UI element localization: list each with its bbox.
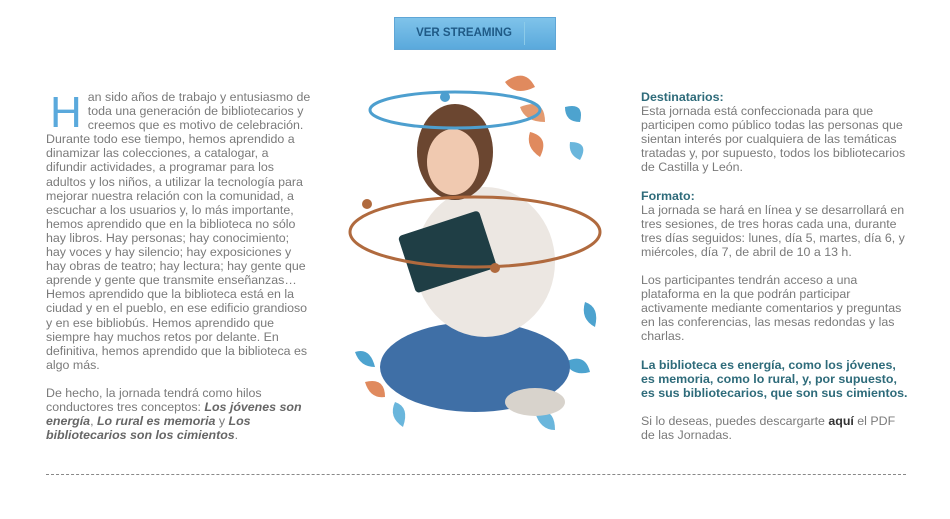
destinatarios-text: Esta jornada está confeccionada para que participen como público todas las personas que sientan interés por cualquiera de las temáticas tratadas y, por supuesto, todos los bibliotecarios de Castilla y León.: [641, 104, 906, 175]
formato-heading: Formato:: [641, 188, 695, 203]
pdf-after: el PDF de las Jornadas.: [641, 413, 896, 442]
concepts-paragraph: [46, 386, 312, 442]
intro-text: an sido años de trabajo y entusiasmo de toda una generación de bibliotecarios y creemos que es motivo de celebración. Durante todo ese tiempo, hemos aprendido a dinamizar las colecciones, a catalogar, a difundir actividades, a programar para los adultos y los niños, a utilizar la tecnología para mejorar nuestra relación con la comunidad, a escuchar a los usuarios y, lo más importante, hemos aprendido que en la biblioteca no sólo hay libros. Hay personas; hay conocimiento; hay voces y hay silencio; hay exposiciones y hay obras de teatro; hay lectura; hay gente que aprende y gente que transmite enseñanzas… Hemos aprendido que la biblioteca está en la ciudad y en el pueblo, en ese edificio grandioso y en ese bibliobús. Hemos aprendido que siempre hay muchos retos por delante. En definitiva, hemos aprendido que la biblioteca es algo más.: [46, 90, 311, 372]
separator: ,: [90, 414, 97, 429]
pdf-before: Si lo deseas, puedes descargarte: [641, 413, 829, 428]
concept-jovenes: Los jóvenes son energía: [46, 399, 302, 429]
concept-bibliotecarios: Los bibliotecarios son los cimientos: [46, 414, 251, 443]
intro-paragraph: [46, 90, 312, 372]
drop-cap: H: [50, 88, 82, 137]
formato-text: La jornada se hará en línea y se desarrollará en tres sesiones, de tres horas cada una, durante tres días seguidos: lunes, día 5, martes, día 6, y miércoles, día 7, de abril de 10 a 13 h.: [641, 202, 905, 259]
ver-streaming-label: VER STREAMING: [416, 27, 512, 40]
destinatarios-heading: Destinatarios:: [641, 90, 724, 104]
separator: y: [215, 414, 229, 429]
period: .: [234, 428, 239, 443]
ver-streaming-button[interactable]: [394, 17, 556, 50]
concept-rural: Lo rural es memoria: [96, 414, 216, 429]
dashed-divider: [46, 474, 906, 475]
girl-reading-illustration: [335, 62, 615, 447]
info-column: [641, 90, 909, 456]
motto-text: La biblioteca es energía, como los jóvenes, es memoria, como lo rural, y, por supuesto, es sus bibliotecarios, que son sus cimientos.: [641, 357, 908, 400]
concepts-intro: De hecho, la jornada tendrá como hilos conductores tres conceptos:: [46, 385, 262, 414]
pdf-download-link[interactable]: aquí: [828, 413, 854, 428]
destinatarios-section: [641, 90, 909, 175]
intro-column: [46, 90, 312, 456]
plataforma-text: Los participantes tendrán acceso a una plataforma en la que podrán participar activamente mediante comentarios y preguntas en las conferencias, las mesas redondas y las charlas.: [641, 273, 902, 344]
button-divider: [524, 22, 525, 45]
formato-section: [641, 189, 909, 259]
pdf-paragraph: [641, 414, 909, 442]
